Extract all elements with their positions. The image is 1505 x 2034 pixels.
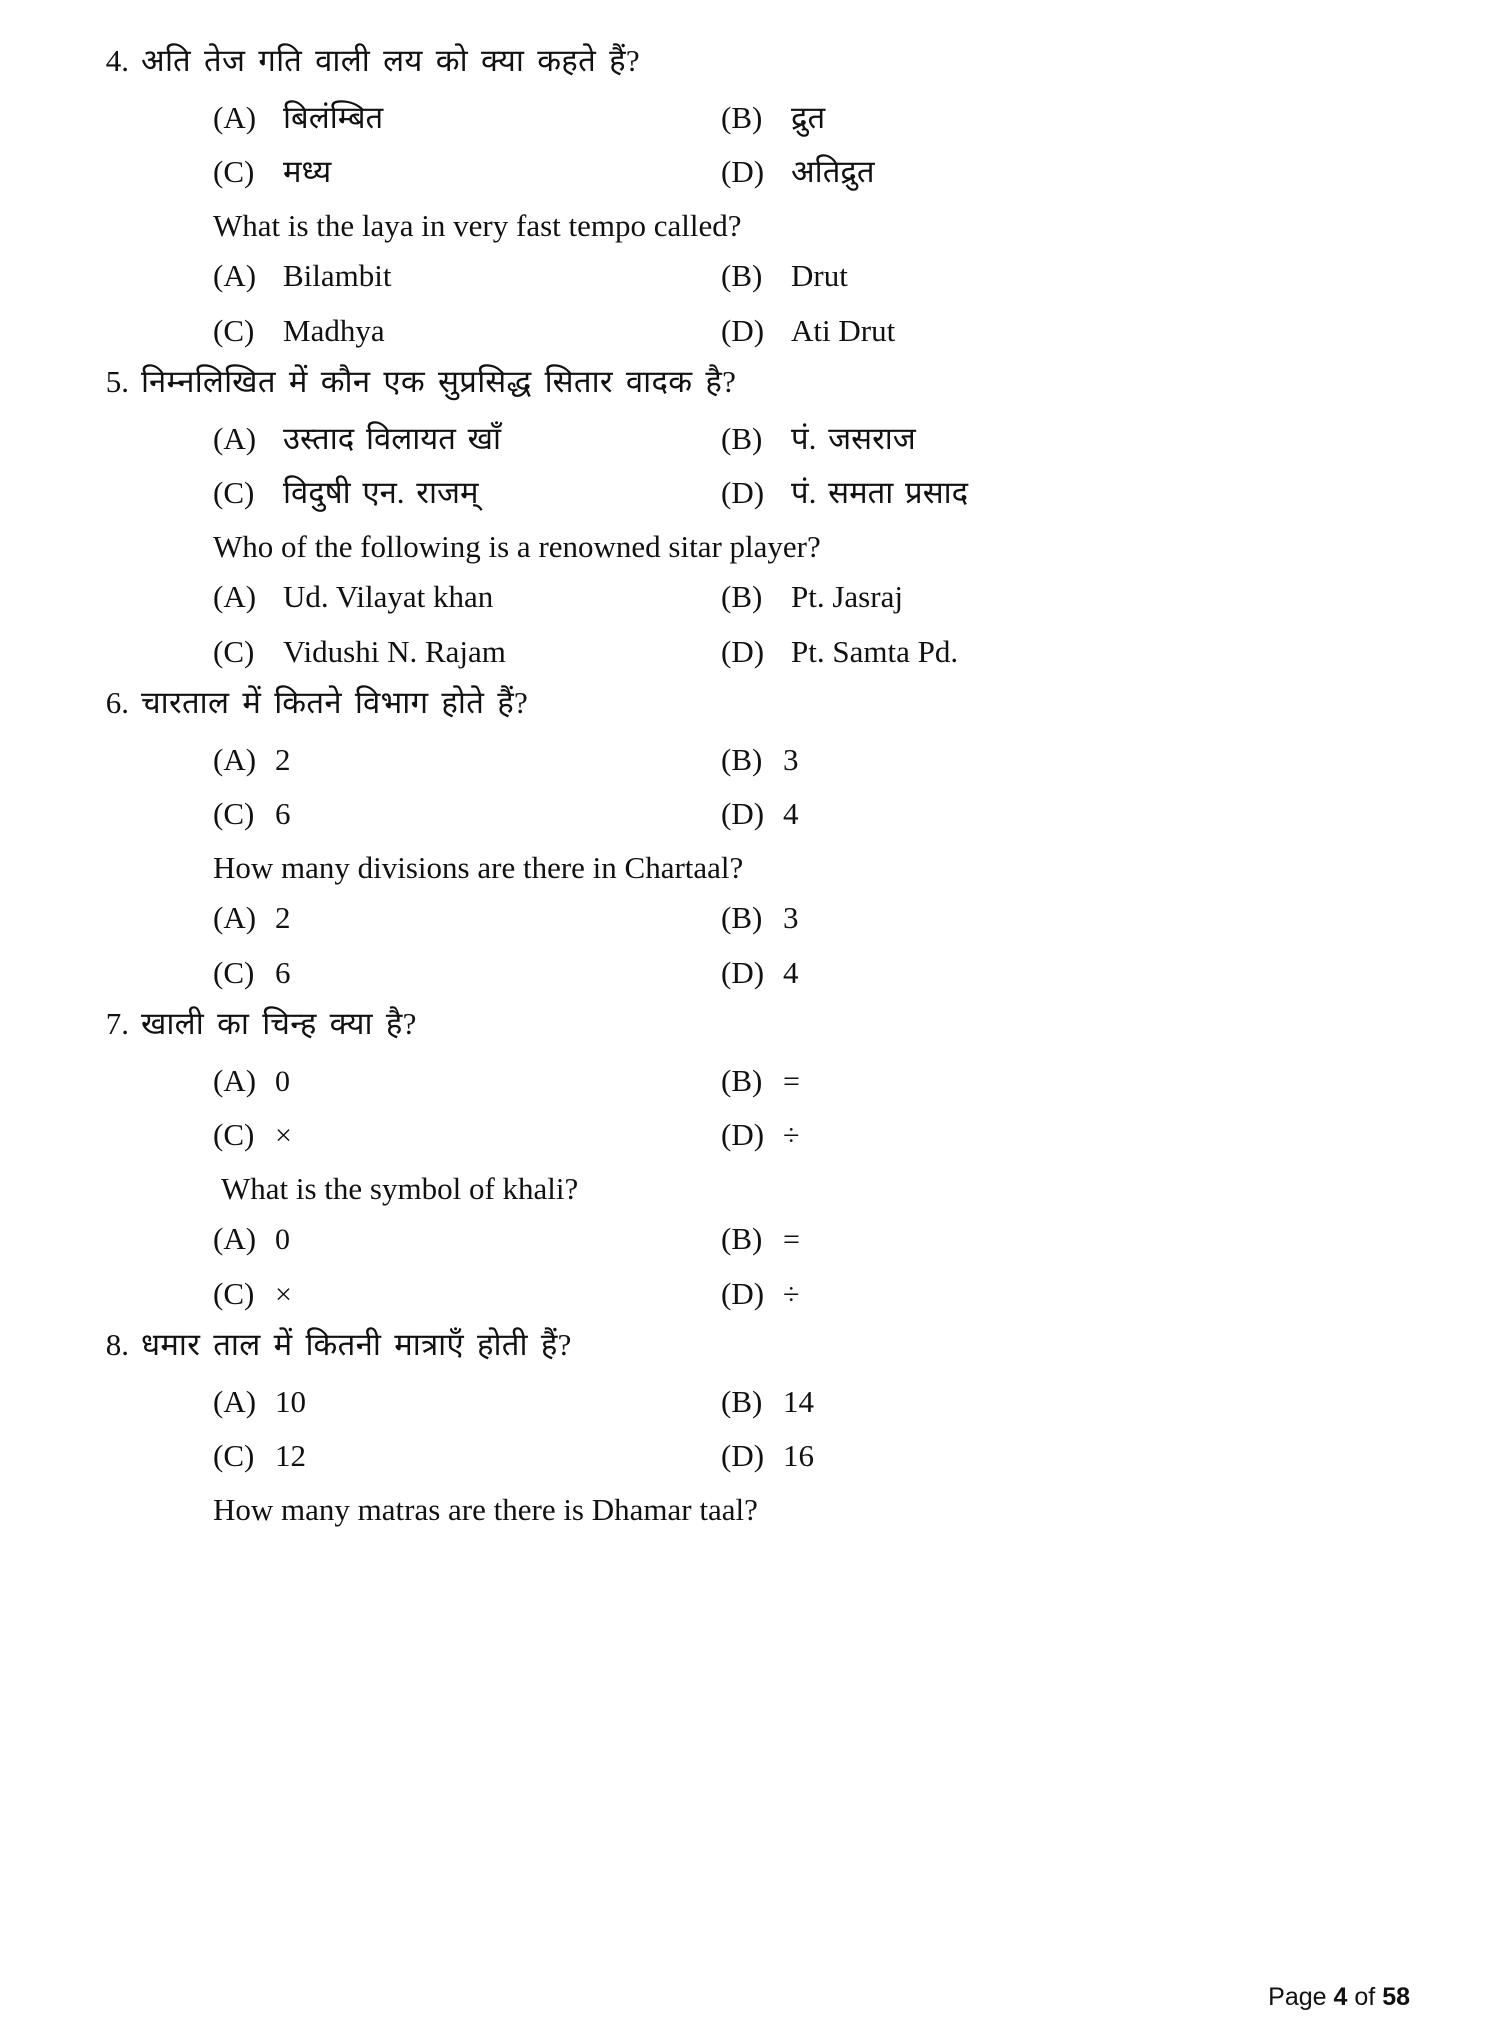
options-row-english-2: [213, 1274, 1410, 1314]
option-letter: (D): [721, 474, 765, 510]
option-value: 10: [275, 1383, 306, 1419]
option-letter: (B): [721, 1383, 763, 1419]
options-row-hindi-1: [213, 740, 1410, 780]
option-letter: (C): [213, 1116, 255, 1152]
option-value: बिलंम्बित: [283, 99, 384, 135]
option-letter: (D): [721, 312, 765, 348]
option-value: 0: [275, 1223, 290, 1257]
option-b-en[interactable]: [721, 256, 1229, 296]
option-b[interactable]: [721, 740, 1229, 780]
option-letter: (B): [721, 258, 763, 294]
options-row-hindi-2: [213, 794, 1410, 834]
footer-page-number: 4: [1333, 1983, 1348, 2011]
option-b[interactable]: [721, 98, 1229, 138]
option-b-en[interactable]: [721, 898, 1229, 938]
question-block-7: [95, 1003, 1410, 1314]
option-value: 2: [275, 900, 291, 936]
option-b-en[interactable]: [721, 1219, 1229, 1259]
option-letter: (B): [721, 1221, 763, 1257]
option-value: ÷: [783, 1277, 800, 1311]
option-letter: (A): [213, 258, 257, 294]
option-value: द्रुत: [791, 99, 826, 135]
option-a-en[interactable]: [213, 577, 721, 617]
option-value: Ati Drut: [791, 312, 896, 348]
option-letter: (B): [721, 1062, 763, 1098]
options-row-hindi-1: [213, 1382, 1410, 1422]
options-row-hindi-2: [213, 152, 1410, 192]
options-row-english-1: [213, 1219, 1410, 1259]
question-number: 4.: [105, 43, 129, 78]
option-b[interactable]: [721, 419, 1229, 459]
option-value: ÷: [783, 1118, 800, 1152]
option-value: उस्ताद विलायत खाँ: [283, 420, 502, 456]
option-letter: (C): [213, 795, 255, 831]
question-number: 6.: [105, 685, 129, 721]
option-letter: (A): [213, 99, 257, 135]
option-value: Drut: [791, 258, 848, 294]
question-text-english: How many matras are there is Dhamar taal?: [213, 1492, 758, 1528]
option-d-en[interactable]: [721, 311, 1229, 351]
question-stem-hindi: [95, 1324, 1410, 1366]
option-d-en[interactable]: [721, 1274, 1229, 1314]
question-number: 8.: [105, 1327, 129, 1363]
option-value: =: [783, 1064, 800, 1098]
option-value: विदुषी एन. राजम्: [283, 474, 479, 510]
option-letter: (D): [721, 153, 765, 189]
option-d[interactable]: [721, 1115, 1229, 1155]
footer-total-pages: 58: [1382, 1983, 1410, 2011]
option-letter: (A): [213, 900, 257, 936]
option-letter: (A): [213, 1062, 257, 1098]
option-letter: (B): [721, 741, 763, 777]
question-block-6: [95, 682, 1410, 993]
page-footer: [1268, 1983, 1410, 2012]
question-number: 5.: [105, 364, 129, 400]
option-d[interactable]: [721, 1436, 1229, 1476]
option-c[interactable]: [213, 152, 721, 192]
option-d[interactable]: [721, 794, 1229, 834]
option-value: 3: [783, 900, 799, 936]
option-letter: (A): [213, 420, 257, 456]
options-row-english-2: [213, 311, 1410, 351]
options-row-hindi-1: [213, 419, 1410, 459]
option-letter: (C): [213, 474, 255, 510]
options-row-english-1: [213, 577, 1410, 617]
options-row-english-1: [213, 898, 1410, 938]
option-value: =: [783, 1223, 800, 1257]
option-letter: (C): [213, 954, 255, 990]
option-a-en[interactable]: [213, 256, 721, 296]
option-d-en[interactable]: [721, 632, 1229, 672]
option-value: 4: [783, 954, 799, 990]
option-letter: (C): [213, 153, 255, 189]
option-letter: (A): [213, 1221, 257, 1257]
option-d[interactable]: [721, 473, 1229, 513]
option-a-en[interactable]: [213, 898, 721, 938]
option-value: Bilambit: [283, 258, 392, 294]
question-text-english: Who of the following is a renowned sitar player?: [213, 529, 821, 565]
option-d-en[interactable]: [721, 953, 1229, 993]
option-c[interactable]: [213, 1436, 721, 1476]
option-letter: (C): [213, 633, 255, 669]
option-letter: (D): [721, 795, 765, 831]
question-text-english: What is the laya in very fast tempo called?: [213, 208, 742, 244]
option-letter: (D): [721, 1437, 765, 1473]
option-d[interactable]: [721, 152, 1229, 192]
option-value: Pt. Jasraj: [791, 579, 903, 615]
options-row-hindi-2: [213, 1436, 1410, 1476]
option-letter: (A): [213, 579, 257, 615]
options-row-hindi-1: [213, 98, 1410, 138]
option-letter: (C): [213, 1437, 255, 1473]
option-value: Madhya: [283, 312, 385, 348]
option-b[interactable]: [721, 1382, 1229, 1422]
question-stem-hindi: [95, 40, 1410, 82]
question-number: 7.: [105, 1006, 129, 1042]
option-letter: (D): [721, 1116, 765, 1152]
question-text-english: How many divisions are there in Chartaal?: [213, 850, 744, 886]
question-text-hindi: निम्नलिखित में कौन एक सुप्रसिद्ध सितार वादक है?: [141, 364, 737, 400]
option-letter: (D): [721, 954, 765, 990]
question-stem-hindi: [95, 361, 1410, 403]
option-value: Pt. Samta Pd.: [791, 633, 959, 669]
option-value: पं. समता प्रसाद: [791, 474, 969, 510]
option-value: 3: [783, 741, 799, 777]
option-a[interactable]: [213, 1061, 721, 1101]
option-value: 0: [275, 1064, 290, 1098]
question-block-8: [95, 1324, 1410, 1530]
question-block-5: [95, 361, 1410, 672]
options-row-hindi-2: [213, 1115, 1410, 1155]
option-a[interactable]: [213, 98, 721, 138]
options-row-hindi-2: [213, 473, 1410, 513]
option-a[interactable]: [213, 419, 721, 459]
option-value: पं. जसराज: [791, 420, 916, 456]
option-value: ×: [275, 1277, 292, 1311]
option-c-en[interactable]: [213, 953, 721, 993]
option-c[interactable]: [213, 473, 721, 513]
option-value: 6: [275, 954, 291, 990]
option-letter: (B): [721, 420, 763, 456]
option-letter: (D): [721, 1275, 765, 1311]
option-letter: (A): [213, 1383, 257, 1419]
question-text-hindi: चारताल में कितने विभाग होते हैं?: [141, 685, 529, 721]
option-letter: (C): [213, 1275, 255, 1311]
option-c-en[interactable]: [213, 632, 721, 672]
option-b[interactable]: [721, 1061, 1229, 1101]
footer-of-label: of: [1354, 1983, 1376, 2011]
footer-page-label: Page: [1268, 1983, 1327, 2011]
option-value: 4: [783, 795, 799, 831]
option-value: Ud. Vilayat khan: [283, 579, 494, 615]
option-value: 14: [783, 1383, 814, 1419]
option-c-en[interactable]: [213, 1274, 721, 1314]
options-row-english-2: [213, 953, 1410, 993]
option-c[interactable]: [213, 1115, 721, 1155]
options-row-english-2: [213, 632, 1410, 672]
option-c-en[interactable]: [213, 311, 721, 351]
question-stem-hindi: [95, 682, 1410, 724]
question-block-4: [95, 40, 1410, 351]
option-value: Vidushi N. Rajam: [283, 633, 506, 669]
option-letter: (D): [721, 633, 765, 669]
option-letter: (B): [721, 900, 763, 936]
options-row-hindi-1: [213, 1061, 1410, 1101]
option-value: 12: [275, 1437, 306, 1473]
option-value: 6: [275, 795, 291, 831]
option-letter: (B): [721, 579, 763, 615]
option-a-en[interactable]: [213, 1219, 721, 1259]
option-a[interactable]: [213, 1382, 721, 1422]
option-value: ×: [275, 1118, 292, 1152]
question-text-hindi: धमार ताल में कितनी मात्राएँ होती हैं?: [141, 1327, 572, 1363]
question-text-hindi: अति तेज गति वाली लय को क्या कहते हैं?: [141, 43, 640, 78]
question-text-hindi: खाली का चिन्ह क्या है?: [141, 1006, 417, 1042]
option-value: 2: [275, 741, 291, 777]
option-c[interactable]: [213, 794, 721, 834]
question-text-english: What is the symbol of khali?: [221, 1171, 579, 1207]
question-stem-hindi: [95, 1003, 1410, 1045]
option-value: अतिद्रुत: [791, 153, 875, 189]
option-a[interactable]: [213, 740, 721, 780]
option-value: मध्य: [283, 153, 332, 189]
option-letter: (B): [721, 99, 763, 135]
option-value: 16: [783, 1437, 814, 1473]
option-b-en[interactable]: [721, 577, 1229, 617]
options-row-english-1: [213, 256, 1410, 296]
option-letter: (C): [213, 312, 255, 348]
option-letter: (A): [213, 741, 257, 777]
